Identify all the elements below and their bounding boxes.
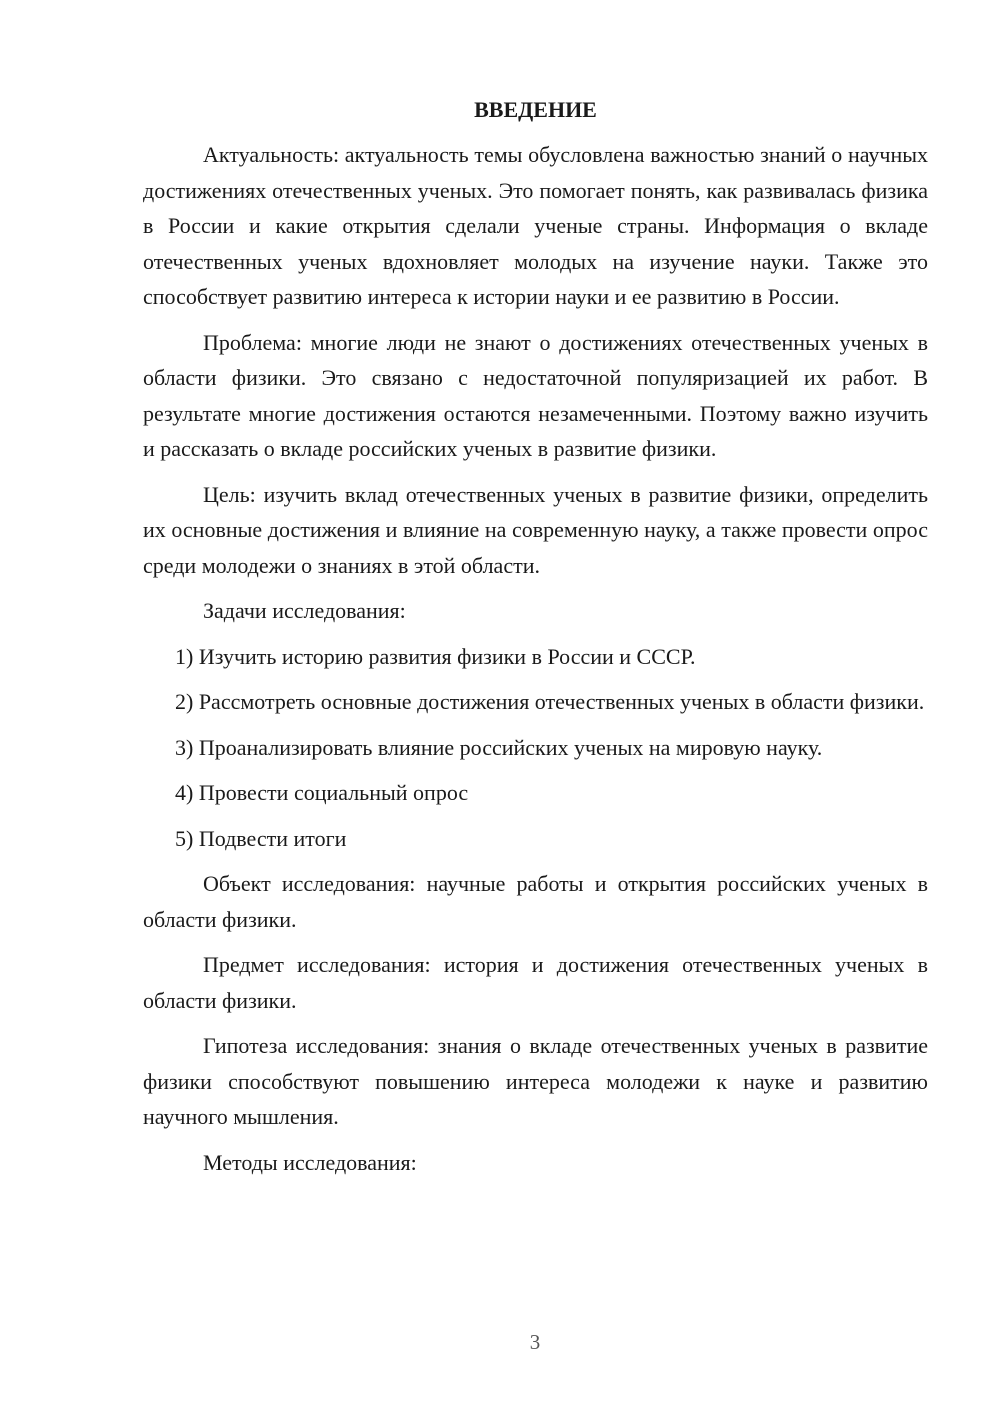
problem-paragraph: Проблема: многие люди не знают о достижениях отечественных ученых в области физики. Это связано с недостаточной популяризацией их работ. В результате многие достижения остаются незамеченными. Поэтому важно изучить и рассказать о вкладе российских ученых в развитие физики. xyxy=(143,329,928,461)
task-item-2: 2) Рассмотреть основные достижения отечественных ученых в области физики. xyxy=(175,689,925,714)
subject-paragraph: Предмет исследования: история и достижения отечественных ученых в области физики. xyxy=(143,952,928,1013)
task-item-1: 1) Изучить историю развития физики в России и СССР. xyxy=(175,643,696,669)
relevance-paragraph: Актуальность: актуальность темы обусловлена важностью знаний о научных достижениях отечественных ученых. Это помогает понять, как развивалась физика в России и какие открытия сделали ученые страны. Информация о вкладе отечественных ученых вдохновляет молодых на изучение науки. Также это способствует развитию интереса к истории науки и ее развитию в России. xyxy=(143,142,928,309)
object-paragraph: Объект исследования: научные работы и открытия российских ученых в области физики. xyxy=(143,871,928,932)
task-item-4: 4) Провести социальный опрос xyxy=(175,780,469,805)
methods-heading: Методы исследования: xyxy=(203,1149,417,1175)
task-item-3: 3) Проанализировать влияние российских ученых на мировую науку. xyxy=(175,734,823,760)
task-item-5: 5) Подвести итоги xyxy=(175,825,347,851)
tasks-heading: Задачи исследования: xyxy=(203,598,406,623)
document-page xyxy=(143,92,928,1180)
page-title: ВВЕДЕНИЕ xyxy=(474,97,597,122)
goal-paragraph: Цель: изучить вклад отечественных ученых в развитие физики, определить их основные достижения и влияние на современную науку, а также провести опрос среди молодежи о знаниях в этой области. xyxy=(143,481,928,578)
hypothesis-paragraph: Гипотеза исследования: знания о вкладе отечественных ученых в развитие физики способствуют повышению интереса молодежи к науке и развитию научного мышления. xyxy=(143,1033,928,1129)
page-number: 3 xyxy=(529,1330,541,1354)
